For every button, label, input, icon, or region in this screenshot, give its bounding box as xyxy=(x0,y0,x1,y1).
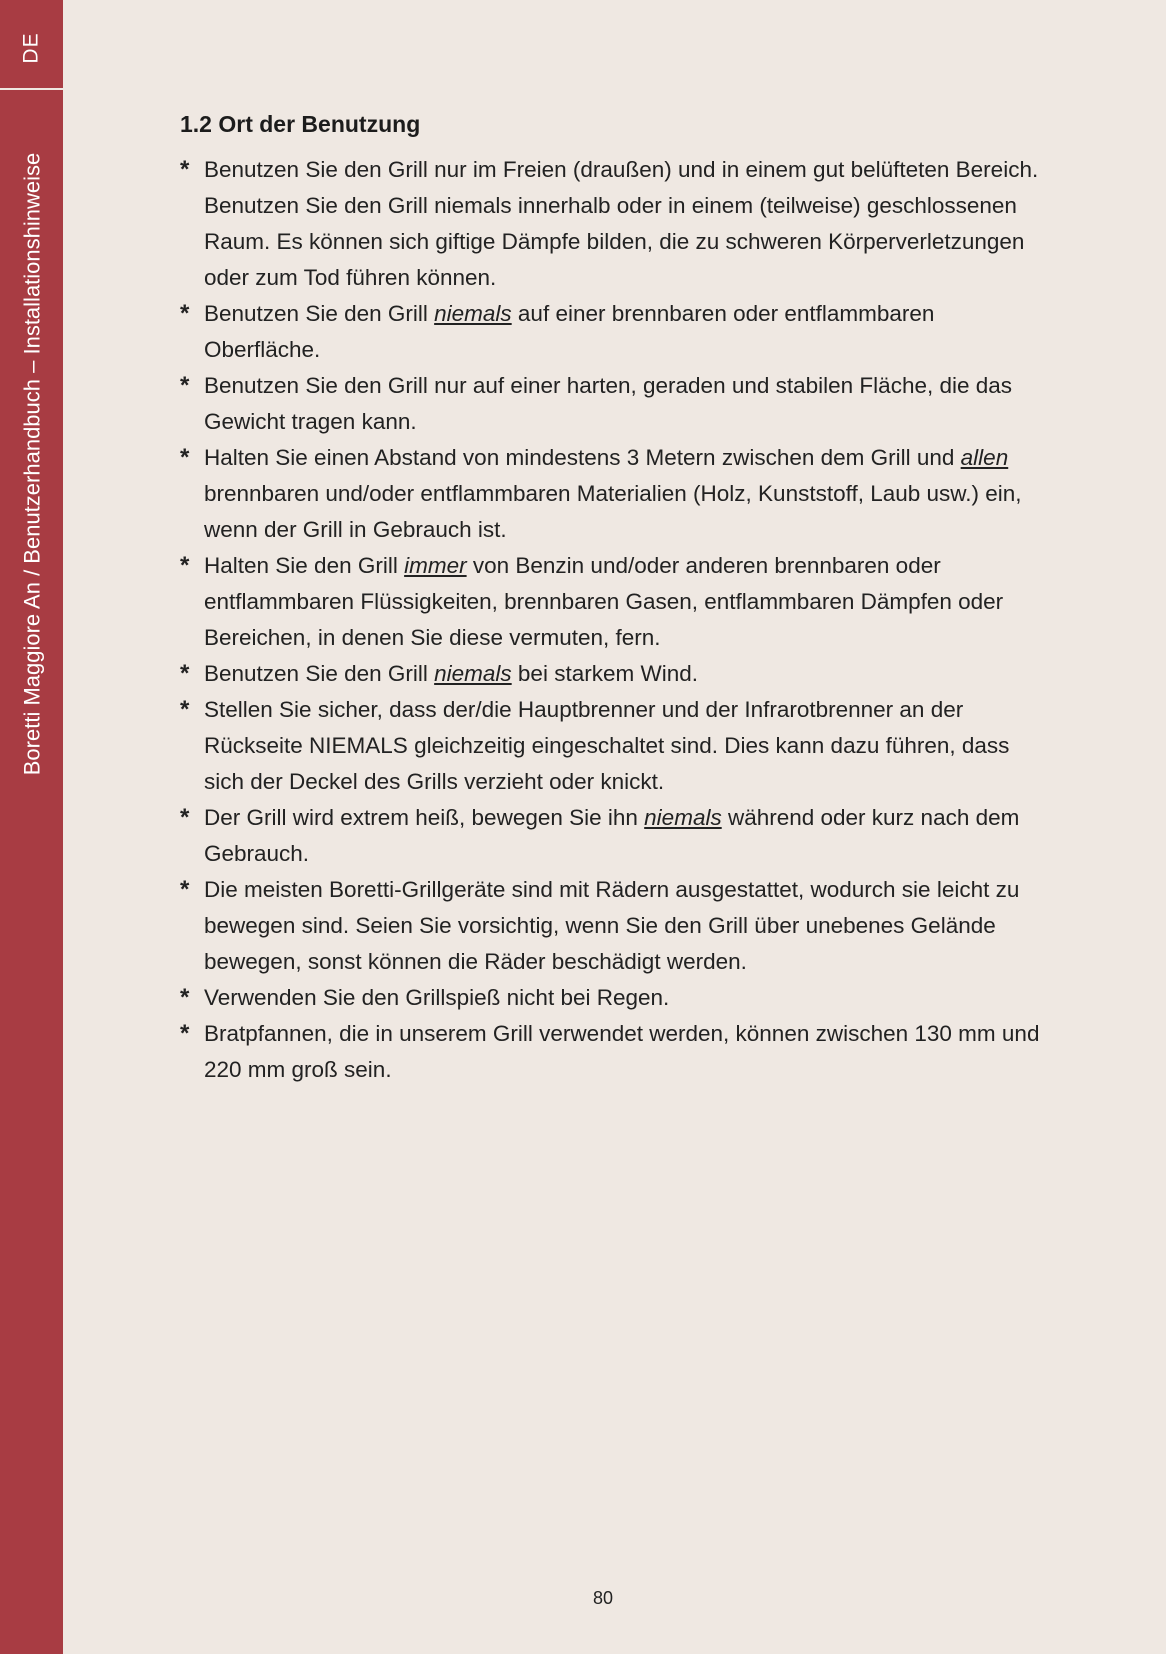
item-text-after: auf einer brennbaren oder entflammbaren Oberfläche. xyxy=(204,301,935,362)
item-text-after: während oder kurz nach dem Gebrauch. xyxy=(204,805,1020,866)
item-text-after: bei starkem Wind. xyxy=(511,661,698,686)
section-title: 1.2 Ort der Benutzung xyxy=(180,111,421,137)
item-emphasis: niemals xyxy=(434,661,512,686)
list-item xyxy=(180,656,1040,692)
item-emphasis: immer xyxy=(404,553,467,578)
list-item xyxy=(180,440,1040,548)
item-emphasis: allen xyxy=(960,445,1009,470)
list-item xyxy=(180,980,1040,1016)
list-item xyxy=(180,368,1040,440)
item-text: Verwenden Sie den Grillspieß nicht bei Regen. xyxy=(204,985,670,1010)
page-number: 80 xyxy=(592,1588,614,1608)
asterisk-bullet-icon: * xyxy=(180,552,190,579)
asterisk-bullet-icon: * xyxy=(180,984,190,1011)
asterisk-bullet-icon: * xyxy=(180,804,190,831)
language-tag xyxy=(16,22,48,74)
asterisk-bullet-icon: * xyxy=(180,444,190,471)
item-text: Benutzen Sie den Grill xyxy=(204,301,435,326)
side-bar xyxy=(0,0,63,1654)
item-text: Benutzen Sie den Grill nur im Freien (draußen) und in einem gut belüfteten Bereich. Benutzen Sie den Grill niemals innerhalb oder in einem (teilweise) geschlossenen Raum. Es können sich giftige Dämpfe bilden, die zu schweren Körperverletzungen oder zum Tod führen können. xyxy=(204,157,1039,290)
item-text: Die meisten Boretti-Grillgeräte sind mit Rädern ausgestattet, wodurch sie leicht zu bewegen sind. Seien Sie vorsichtig, wenn Sie den Grill über unebenes Gelände bewegen, sonst können die Räder beschädigt werden. xyxy=(204,877,1020,974)
sidebar-title-text: Boretti Maggiore An / Benutzerhandbuch – Installationshinweise xyxy=(19,152,44,776)
asterisk-bullet-icon: * xyxy=(180,1020,190,1047)
list-item xyxy=(180,152,1040,296)
asterisk-bullet-icon: * xyxy=(180,300,190,327)
item-text: Halten Sie einen Abstand von mindestens 3 Metern zwischen dem Grill und xyxy=(204,445,961,470)
item-text-after: von Benzin und/oder anderen brennbaren oder entflammbaren Flüssigkeiten, brennbaren Gasen, entflammbaren Dämpfen oder Bereichen, in denen Sie diese vermuten, fern. xyxy=(204,553,1004,650)
list-item xyxy=(180,692,1040,800)
item-text: Benutzen Sie den Grill nur auf einer harten, geraden und stabilen Fläche, die das Gewicht tragen kann. xyxy=(204,373,1013,434)
item-text: Stellen Sie sicher, dass der/die Hauptbrenner und der Infrarotbrenner an der Rückseite NIEMALS gleichzeitig eingeschaltet sind. Dies kann dazu führen, dass sich der Deckel des Grills verzieht oder knickt. xyxy=(204,697,1010,794)
main-content xyxy=(180,108,1040,1088)
list-item xyxy=(180,1016,1040,1088)
list-item xyxy=(180,296,1040,368)
language-label: DE xyxy=(20,32,43,64)
list-item xyxy=(180,872,1040,980)
asterisk-bullet-icon: * xyxy=(180,876,190,903)
item-text: Halten Sie den Grill xyxy=(204,553,405,578)
item-emphasis: niemals xyxy=(434,301,512,326)
list-item xyxy=(180,548,1040,656)
list-item xyxy=(180,800,1040,872)
sidebar-title xyxy=(18,104,46,824)
asterisk-bullet-icon: * xyxy=(180,696,190,723)
item-text: Bratpfannen, die in unserem Grill verwendet werden, können zwischen 130 mm und 220 mm groß sein. xyxy=(204,1021,1040,1082)
item-text-after: brennbaren und/oder entflammbaren Materialien (Holz, Kunststoff, Laub usw.) ein, wenn der Grill in Gebrauch ist. xyxy=(204,481,1022,542)
item-emphasis: niemals xyxy=(644,805,722,830)
asterisk-bullet-icon: * xyxy=(180,156,190,183)
asterisk-bullet-icon: * xyxy=(180,372,190,399)
instruction-list xyxy=(180,152,1040,1088)
asterisk-bullet-icon: * xyxy=(180,660,190,687)
sidebar-divider xyxy=(0,88,63,90)
item-text: Benutzen Sie den Grill xyxy=(204,661,435,686)
item-text: Der Grill wird extrem heiß, bewegen Sie ihn xyxy=(204,805,645,830)
